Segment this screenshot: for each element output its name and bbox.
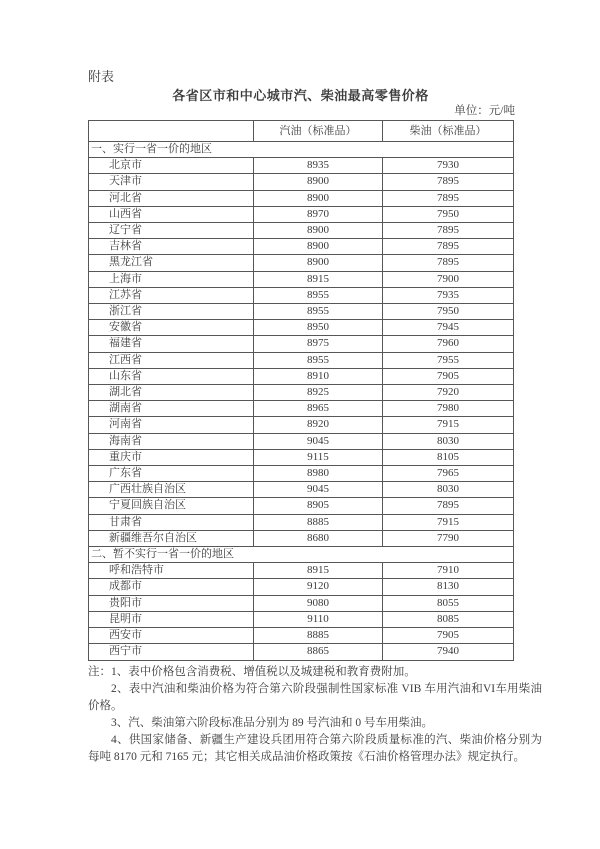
note-item: 3、汽、柴油第六阶段标准品分别为 89 号汽油和 0 号车用柴油。 — [111, 717, 433, 729]
region-cell: 宁夏回族自治区 — [89, 498, 254, 514]
gasoline-price-cell: 9045 — [254, 433, 383, 449]
diesel-price-cell: 7895 — [383, 174, 514, 190]
gasoline-price-cell: 8975 — [254, 336, 383, 352]
region-cell: 天津市 — [89, 174, 254, 190]
diesel-price-cell: 7900 — [383, 271, 514, 287]
region-cell: 北京市 — [89, 158, 254, 174]
region-cell: 安徽省 — [89, 320, 254, 336]
table-row — [89, 530, 514, 546]
gasoline-price-cell: 8865 — [254, 644, 383, 660]
diesel-price-cell: 8085 — [383, 611, 514, 627]
diesel-price-cell: 7895 — [383, 498, 514, 514]
table-row — [89, 304, 514, 320]
section-header-row — [89, 142, 514, 158]
gasoline-price-cell: 9080 — [254, 595, 383, 611]
gasoline-price-cell: 8915 — [254, 563, 383, 579]
diesel-price-cell: 7895 — [383, 223, 514, 239]
table-header-row — [89, 121, 514, 142]
table-row — [89, 255, 514, 271]
region-cell: 黑龙江省 — [89, 255, 254, 271]
table-row — [89, 579, 514, 595]
table-row — [89, 223, 514, 239]
region-cell: 新疆维吾尔自治区 — [89, 530, 254, 546]
price-table — [88, 120, 514, 661]
region-cell: 西安市 — [89, 628, 254, 644]
diesel-price-cell: 7940 — [383, 644, 514, 660]
page-title: 各省区市和中心城市汽、柴油最高零售价格 — [172, 88, 429, 103]
region-cell: 海南省 — [89, 433, 254, 449]
region-cell: 湖北省 — [89, 385, 254, 401]
unit-label: 单位：元/吨 — [454, 105, 515, 117]
diesel-price-cell: 7895 — [383, 190, 514, 206]
table-row — [89, 174, 514, 190]
diesel-price-cell: 7965 — [383, 466, 514, 482]
notes — [88, 664, 542, 766]
diesel-price-cell: 7920 — [383, 385, 514, 401]
table-row — [89, 433, 514, 449]
table-body — [89, 142, 514, 661]
diesel-price-cell: 7895 — [383, 255, 514, 271]
gasoline-price-cell: 8885 — [254, 628, 383, 644]
diesel-price-cell: 8055 — [383, 595, 514, 611]
region-cell: 河北省 — [89, 190, 254, 206]
gasoline-price-cell: 8970 — [254, 206, 383, 222]
table-row — [89, 385, 514, 401]
region-cell: 昆明市 — [89, 611, 254, 627]
gasoline-price-cell: 8900 — [254, 239, 383, 255]
diesel-price-cell: 7915 — [383, 514, 514, 530]
diesel-price-cell: 7915 — [383, 417, 514, 433]
table-row — [89, 514, 514, 530]
region-cell: 辽宁省 — [89, 223, 254, 239]
region-cell: 甘肃省 — [89, 514, 254, 530]
gasoline-price-cell: 8920 — [254, 417, 383, 433]
table-row — [89, 401, 514, 417]
note-item: 注：1、表中价格包含消费税、增值税以及城建税和教育费附加。 — [88, 666, 416, 678]
table-row — [89, 498, 514, 514]
table-row — [89, 336, 514, 352]
diesel-price-cell: 7945 — [383, 320, 514, 336]
gasoline-price-cell: 8905 — [254, 498, 383, 514]
section-header: 二、暂不实行一省一价的地区 — [89, 547, 514, 563]
region-cell: 河南省 — [89, 417, 254, 433]
appendix-label: 附表 — [88, 69, 115, 84]
gasoline-price-cell: 8980 — [254, 466, 383, 482]
diesel-price-cell: 8130 — [383, 579, 514, 595]
gasoline-price-cell: 8950 — [254, 320, 383, 336]
table-row — [89, 158, 514, 174]
diesel-price-cell: 8105 — [383, 449, 514, 465]
region-cell: 江西省 — [89, 352, 254, 368]
gasoline-price-cell: 8900 — [254, 255, 383, 271]
table-row — [89, 449, 514, 465]
region-cell: 浙江省 — [89, 304, 254, 320]
region-cell: 福建省 — [89, 336, 254, 352]
table-row — [89, 271, 514, 287]
table-row — [89, 628, 514, 644]
table-row — [89, 206, 514, 222]
section-header-row — [89, 547, 514, 563]
gasoline-price-cell: 8900 — [254, 174, 383, 190]
table-row — [89, 466, 514, 482]
gasoline-price-cell: 8900 — [254, 190, 383, 206]
diesel-price-cell: 7935 — [383, 287, 514, 303]
region-cell: 吉林省 — [89, 239, 254, 255]
diesel-price-cell: 7905 — [383, 368, 514, 384]
table-row — [89, 190, 514, 206]
gasoline-price-cell: 8885 — [254, 514, 383, 530]
column-header-diesel: 柴油（标准品） — [383, 121, 514, 142]
diesel-price-cell: 7950 — [383, 206, 514, 222]
table-row — [89, 482, 514, 498]
diesel-price-cell: 7905 — [383, 628, 514, 644]
table-row — [89, 287, 514, 303]
region-cell: 广东省 — [89, 466, 254, 482]
table-row — [89, 595, 514, 611]
diesel-price-cell: 7960 — [383, 336, 514, 352]
gasoline-price-cell: 8955 — [254, 352, 383, 368]
region-cell: 上海市 — [89, 271, 254, 287]
gasoline-price-cell: 9115 — [254, 449, 383, 465]
table-row — [89, 368, 514, 384]
diesel-price-cell: 7950 — [383, 304, 514, 320]
section-header: 一、实行一省一价的地区 — [89, 142, 514, 158]
diesel-price-cell: 7980 — [383, 401, 514, 417]
diesel-price-cell: 7790 — [383, 530, 514, 546]
gasoline-price-cell: 8955 — [254, 287, 383, 303]
region-cell: 江苏省 — [89, 287, 254, 303]
diesel-price-cell: 7895 — [383, 239, 514, 255]
gasoline-price-cell: 9120 — [254, 579, 383, 595]
table-row — [89, 239, 514, 255]
diesel-price-cell: 7955 — [383, 352, 514, 368]
diesel-price-cell: 8030 — [383, 482, 514, 498]
gasoline-price-cell: 8955 — [254, 304, 383, 320]
table-row — [89, 352, 514, 368]
region-cell: 重庆市 — [89, 449, 254, 465]
table-row — [89, 563, 514, 579]
region-cell: 呼和浩特市 — [89, 563, 254, 579]
note-item: 2、表中汽油和柴油价格为符合第六阶段强制性国家标准 VIB 车用汽油和VI车用柴油价格。 — [88, 683, 542, 712]
region-cell: 广西壮族自治区 — [89, 482, 254, 498]
note-item: 4、供国家储备、新疆生产建设兵团用符合第六阶段质量标准的汽、柴油价格分别为每吨 8170 元和 7165 元；其它相关成品油价格政策按《石油价格管理办法》规定执行。 — [88, 734, 542, 763]
region-cell: 西宁市 — [89, 644, 254, 660]
gasoline-price-cell: 8680 — [254, 530, 383, 546]
diesel-price-cell: 7910 — [383, 563, 514, 579]
gasoline-price-cell: 8915 — [254, 271, 383, 287]
region-cell: 山东省 — [89, 368, 254, 384]
diesel-price-cell: 8030 — [383, 433, 514, 449]
diesel-price-cell: 7930 — [383, 158, 514, 174]
gasoline-price-cell: 8900 — [254, 223, 383, 239]
gasoline-price-cell: 8910 — [254, 368, 383, 384]
table-row — [89, 611, 514, 627]
column-header-region — [89, 121, 254, 142]
table-row — [89, 644, 514, 660]
gasoline-price-cell: 8935 — [254, 158, 383, 174]
gasoline-price-cell: 9110 — [254, 611, 383, 627]
table-row — [89, 320, 514, 336]
region-cell: 成都市 — [89, 579, 254, 595]
region-cell: 山西省 — [89, 206, 254, 222]
gasoline-price-cell: 8925 — [254, 385, 383, 401]
table-row — [89, 417, 514, 433]
gasoline-price-cell: 8965 — [254, 401, 383, 417]
region-cell: 湖南省 — [89, 401, 254, 417]
column-header-gasoline: 汽油（标准品） — [254, 121, 383, 142]
gasoline-price-cell: 9045 — [254, 482, 383, 498]
region-cell: 贵阳市 — [89, 595, 254, 611]
